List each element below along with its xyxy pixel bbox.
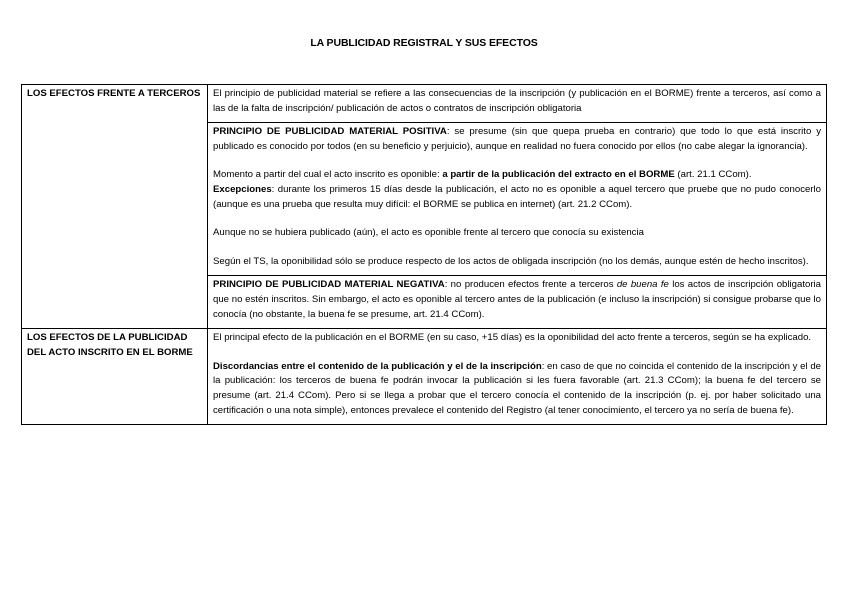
paragraph (213, 360, 821, 418)
paragraph (213, 168, 821, 212)
text-run: El principio de publicidad material se refiere a las consecuencias de la inscripción (y publicación en el BORME) frente a terceros, así como a las de la falta de inscripción/ publicación de actos o contratos de inscripción obligatoria (213, 88, 821, 114)
table-row (22, 329, 827, 425)
paragraph (213, 87, 821, 116)
text-run: : durante los primeros 15 días desde la publicación, el acto no es oponible a aquel tercero que pruebe que no pudo conocerlo (aunque es una prueba que resulta muy difícil: el BORME se publica en internet) (art. 21.2 CCom). (213, 183, 821, 210)
paragraph (213, 278, 821, 322)
content-table (21, 84, 827, 425)
table-cell (208, 276, 827, 329)
bold-heading: Discordancias entre el contenido de la publicación y el de la inscripción (213, 360, 542, 372)
table-cell (208, 329, 827, 425)
text-run: Aunque no se hubiera publicado (aún), el acto es oponible frente al tercero que conocía su existencia (213, 227, 644, 239)
bold-text: a partir de la publicación del extracto en el BORME (442, 169, 675, 181)
paragraph (213, 255, 821, 270)
table-cell (208, 123, 827, 276)
row-label-efectos-borme: LOS EFECTOS DE LA PUBLICIDAD DEL ACTO INSCRITO EN EL BORME (22, 329, 208, 425)
row-label-efectos-terceros: LOS EFECTOS FRENTE A TERCEROS (22, 85, 208, 329)
text-run: : no producen efectos frente a terceros (444, 279, 617, 291)
text-run: Momento a partir del cual el acto inscrito es oponible: (213, 169, 443, 181)
text-run: (art. 21.1 CCom). (674, 169, 752, 181)
text-run: El principal efecto de la publicación en el BORME (en su caso, +15 días) es la oponibilidad del acto frente a terceros, según se ha explicado. (213, 332, 812, 344)
text-run: : se presume (sin que quepa prueba en contrario) que todo lo que está inscrito y publicado es conocido por todos (en su beneficio y perjuicio), aunque en realidad no fuera conocido por ellos (no cabe alegar la ignorancia). (213, 126, 821, 152)
bold-text: Excepciones (213, 183, 272, 195)
paragraph (213, 125, 821, 154)
bold-heading: PRINCIPIO DE PUBLICIDAD MATERIAL NEGATIVA (213, 279, 445, 291)
paragraph (213, 331, 821, 346)
table-row (22, 85, 827, 123)
paragraph (213, 226, 821, 241)
table-cell (208, 85, 827, 123)
text-run: los actos de inscripción obligatoria que no estén inscritos. Sin embargo, el acto es oponible al tercero antes de la publicación (e incluso la inscripción) si consigue probarse que lo conocía (no obstante, la buena fe se presume, art. 21.4 CCom). (213, 279, 821, 320)
bold-heading: PRINCIPIO DE PUBLICIDAD MATERIAL POSITIVA (213, 126, 447, 138)
text-run: Según el TS, la oponibilidad sólo se produce respecto de los actos de obligada inscripción (no los demás, aunque estén de hecho inscritos). (213, 255, 809, 267)
document-title: LA PUBLICIDAD REGISTRAL Y SUS EFECTOS (310, 37, 538, 49)
italic-text: de buena fe (616, 279, 669, 291)
text-run: : en caso de que no coincida el contenido de la inscripción y el de la publicación: los terceros de buena fe podrán invocar la publicación si les fuera favorable (art. 21.3 CCom); la buena fe del tercero se presume (art. 21.4 CCom). Pero si se llega a probar que el tercero conocía el contenido de la inscripción (p. ej. por haber solicitado una certificación o una nota simple), entonces prevalece el contenido del Registro (al tener conocimiento, el tercero ya no sería de buena fe). (213, 360, 821, 416)
